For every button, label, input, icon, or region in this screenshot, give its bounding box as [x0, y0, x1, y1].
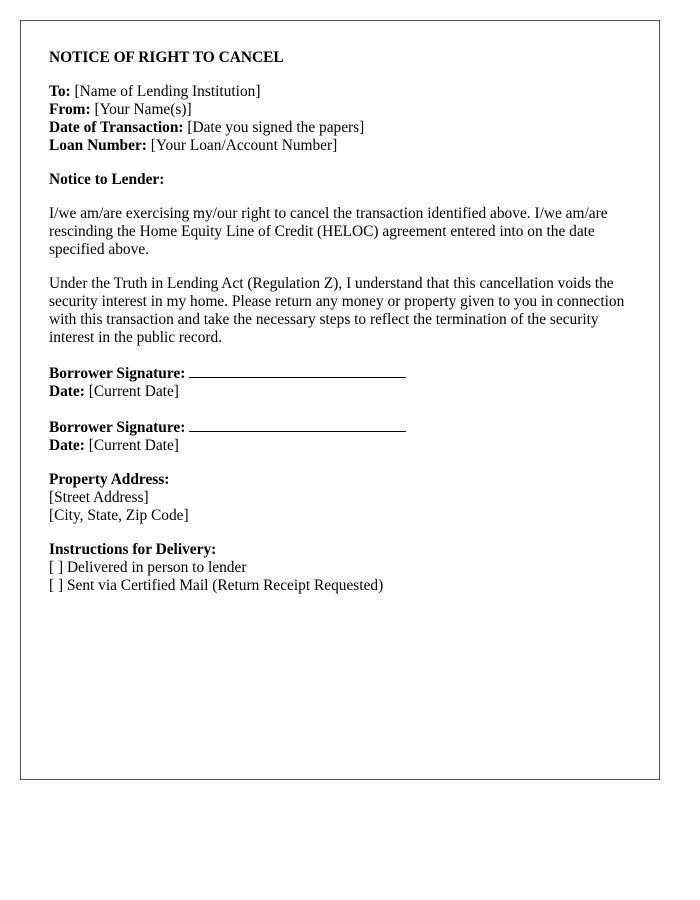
notice-heading: Notice to Lender: [49, 171, 165, 188]
date-label: Date: [49, 437, 85, 454]
property-address-block [49, 471, 631, 525]
signature-block-1 [49, 363, 631, 401]
document-page [20, 20, 660, 780]
signature-line[interactable] [189, 363, 406, 378]
header-fields [49, 83, 631, 155]
loan-number-label: Loan Number: [49, 137, 147, 154]
street-address: [Street Address] [49, 489, 149, 506]
loan-number-value: [Your Loan/Account Number] [146, 137, 338, 154]
delivery-option-certified-mail[interactable]: [ ] Sent via Certified Mail (Return Receipt Requested) [49, 577, 384, 594]
transaction-date-label: Date of Transaction: [49, 119, 184, 136]
transaction-date-field [49, 119, 631, 137]
transaction-date-value: [Date you signed the papers] [183, 119, 365, 136]
city-state-zip: [City, State, Zip Code] [49, 507, 189, 524]
paragraph-rescission: I/we am/are exercising my/our right to cancel the transaction identified above. I/we am/are rescinding the Home Equity Line of Credit (HELOC) agreement entered into on the date specified above. [49, 205, 608, 258]
to-value: [Name of Lending Institution] [70, 83, 261, 100]
from-label: From: [49, 101, 91, 118]
delivery-instructions-block [49, 541, 631, 595]
property-address-heading: Property Address: [49, 471, 170, 488]
date-value: [Current Date] [84, 437, 179, 454]
from-field [49, 101, 631, 119]
signature-label: Borrower Signature: [49, 365, 186, 382]
signature-line[interactable] [189, 417, 406, 432]
to-field [49, 83, 631, 101]
signature-row [49, 363, 631, 383]
document-title: NOTICE OF RIGHT TO CANCEL [49, 49, 284, 66]
paragraph-truth-in-lending: Under the Truth in Lending Act (Regulation Z), I understand that this cancellation voids the security interest in my home. Please return any money or property given to you in connection with this transaction and take the necessary steps to reflect the termination of the security interest in the public record. [49, 275, 625, 346]
loan-number-field [49, 137, 631, 155]
to-label: To: [49, 83, 71, 100]
signature-block-2 [49, 417, 631, 455]
signature-label: Borrower Signature: [49, 419, 186, 436]
delivery-heading: Instructions for Delivery: [49, 541, 217, 558]
date-row [49, 383, 631, 401]
from-value: [Your Name(s)] [90, 101, 192, 118]
delivery-option-in-person[interactable]: [ ] Delivered in person to lender [49, 559, 247, 576]
date-value: [Current Date] [84, 383, 179, 400]
date-label: Date: [49, 383, 85, 400]
date-row [49, 437, 631, 455]
signature-row [49, 417, 631, 437]
